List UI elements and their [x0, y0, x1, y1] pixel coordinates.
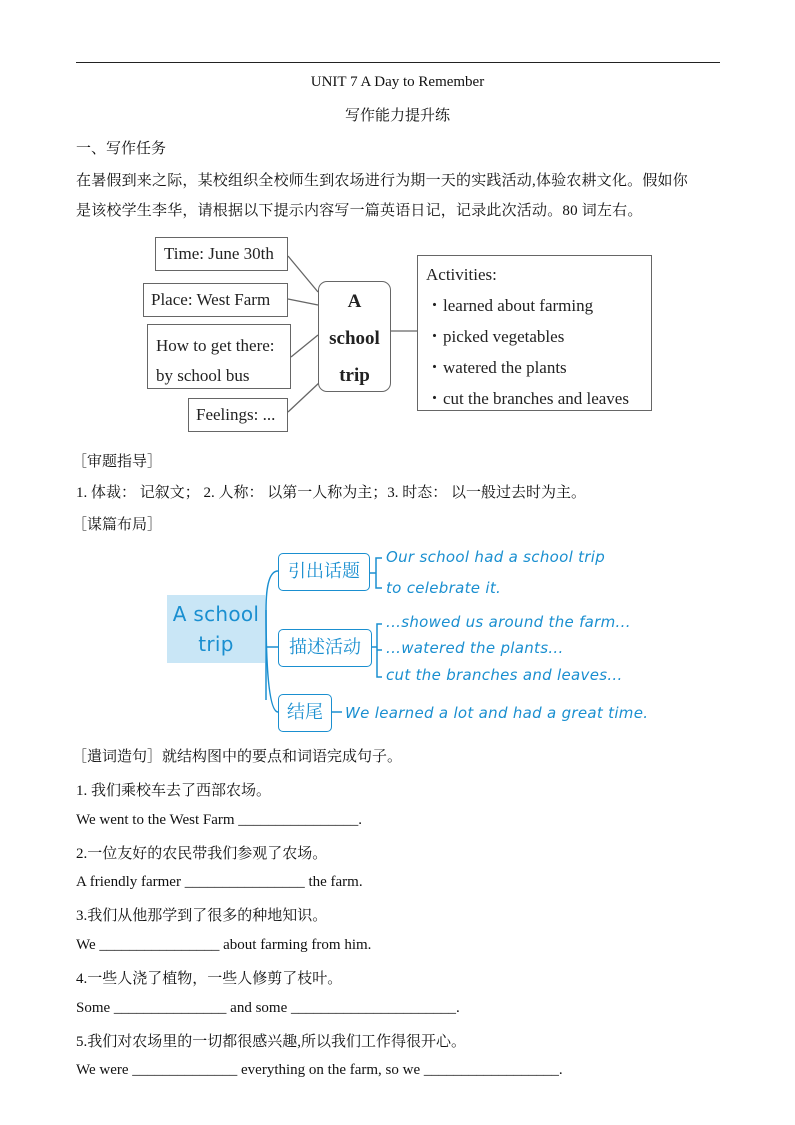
branch-intro-item: to celebrate it. [386, 579, 502, 597]
branch-ending [278, 694, 332, 732]
sentences-heading: ［遣词造句］就结构图中的要点和词语完成句子。 [72, 749, 403, 765]
layout-center-node [167, 595, 265, 663]
branch-ending-label: 结尾 [287, 702, 323, 723]
activity-item: ・cut the branches and leaves [426, 389, 629, 408]
place-text: Place: West Farm [151, 290, 271, 309]
layout-heading: ［谋篇布局］ [72, 517, 163, 533]
sentence-english: We went to the West Farm ________________. [76, 812, 363, 828]
branch-activities [278, 629, 372, 667]
section-heading: 一、写作任务 [76, 141, 167, 157]
branch-activities-item: ...watered the plants... [386, 639, 564, 657]
branch-intro-item: Our school had a school trip [386, 548, 606, 566]
branch-activities-item: ...showed us around the farm... [386, 613, 631, 631]
transport-answer: by school bus [156, 366, 250, 385]
sentence-english: A friendly farmer ________________ the farm. [76, 874, 363, 890]
sentence-chinese: 4.一些人浇了植物，一些人修剪了枝叶。 [76, 971, 343, 987]
task-prompt-line: 是该校学生李华，请根据以下提示内容写一篇英语日记，记录此次活动。80 词左右。 [76, 203, 643, 219]
activities-title: Activities: [426, 265, 497, 284]
branch-intro [278, 553, 370, 591]
sentence-english: We were ______________ everything on the farm, so we __________________. [76, 1062, 563, 1078]
guide-heading: ［审题指导］ [72, 454, 163, 470]
transport-question: How to get there: [156, 336, 275, 355]
branch-intro-label: 引出话题 [288, 561, 360, 582]
branch-activities-item: cut the branches and leaves... [386, 666, 623, 684]
feelings-text: Feelings: ... [196, 405, 276, 424]
layout-center-line: trip [198, 632, 234, 656]
layout-center-line: A school [172, 602, 260, 626]
sentence-chinese: 2.一位友好的农民带我们参观了农场。 [76, 846, 328, 862]
guide-text: 1. 体裁： 记叙文； 2. 人称： 以第一人称为主；3. 时态： 以一般过去时为主。 [76, 485, 587, 501]
sentence-english: We ________________ about farming from him. [76, 937, 372, 953]
activity-item: ・watered the plants [426, 358, 567, 377]
sentence-english: Some _______________ and some ______________________. [76, 1000, 460, 1016]
activity-item: ・learned about farming [426, 296, 594, 315]
sentence-chinese: 5.我们对农场里的一切都很感兴趣,所以我们工作得很开心。 [76, 1034, 467, 1050]
branch-activities-label: 描述活动 [289, 637, 361, 658]
center-node-line: trip [339, 365, 370, 386]
branch-ending-item: We learned a lot and had a great time. [345, 704, 649, 722]
sentence-chinese: 3.我们从他那学到了很多的种地知识。 [76, 908, 328, 924]
page-title: UNIT 7 A Day to Remember [310, 74, 485, 90]
time-text: Time: June 30th [164, 244, 274, 263]
activity-item: ・picked vegetables [426, 327, 565, 346]
page-subtitle: 写作能力提升练 [344, 108, 450, 124]
center-node-line: school [329, 328, 380, 349]
center-node-line: A [347, 291, 362, 312]
sentence-chinese: 1. 我们乘校车去了西部农场。 [76, 783, 272, 799]
task-prompt-line: 在暑假到来之际，某校组织全校师生到农场进行为期一天的实践活动,体验农耕文化。假如你 [76, 173, 688, 189]
